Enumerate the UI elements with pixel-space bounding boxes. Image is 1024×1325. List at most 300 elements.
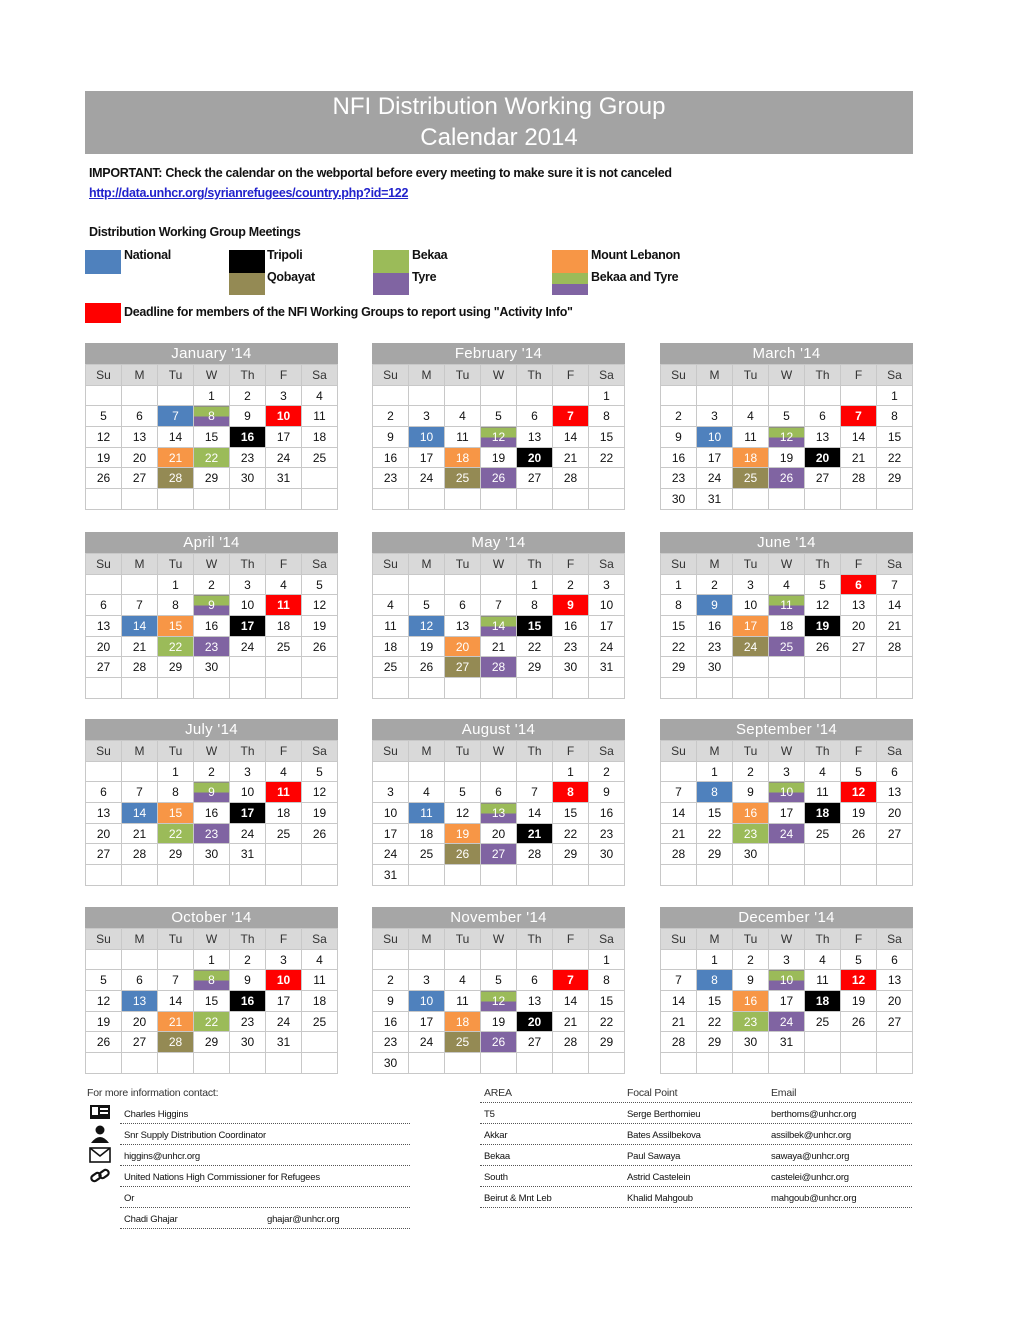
day-cell-bekaatyre: 8 [194,970,230,991]
day-cell [445,678,481,699]
weekday-header: Tu [733,741,769,762]
day-cell-tyre: 24 [769,823,805,844]
day-cell-bekaatyre: 10 [769,782,805,803]
day-cell [445,865,481,886]
weekday-header: M [122,365,158,386]
day-cell-tripoli: 18 [805,991,841,1012]
focal-email[interactable]: berthoms@unhcr.org [771,1109,857,1120]
day-cell: 11 [302,970,338,991]
day-cell: 4 [805,949,841,970]
day-cell: 3 [409,970,445,991]
day-cell: 3 [230,761,266,782]
day-cell [481,1053,517,1074]
day-cell-bekaatyre: 9 [194,782,230,803]
day-cell: 25 [805,823,841,844]
weekday-header: W [481,554,517,575]
day-cell: 1 [589,949,625,970]
day-cell: 23 [553,636,589,657]
day-cell-bekaatyre: 9 [194,595,230,616]
day-cell: 21 [841,447,877,468]
weekday-header: W [769,554,805,575]
day-cell-national: 12 [409,616,445,637]
weekday-header: Su [86,365,122,386]
day-cell-national: 11 [409,803,445,824]
day-cell: 31 [266,1032,302,1053]
day-cell: 28 [553,468,589,489]
day-cell [733,385,769,406]
day-cell-qobayat: 28 [158,468,194,489]
day-cell-bekaa: 22 [158,636,194,657]
title-line-1: NFI Distribution Working Group [332,93,666,120]
legend-swatch-deadline [85,303,121,323]
day-cell [122,865,158,886]
day-cell: 22 [877,447,913,468]
legend-swatch-mount-lebanon [552,250,588,273]
day-cell: 14 [158,991,194,1012]
weekday-header: M [697,365,733,386]
day-cell-bekaatyre: 11 [769,595,805,616]
day-cell: 22 [661,636,697,657]
weekday-header: Th [517,365,553,386]
day-cell [86,865,122,886]
weekday-header: Th [805,554,841,575]
day-cell: 29 [697,1032,733,1053]
weekday-header: Th [517,929,553,950]
divider [480,1165,912,1166]
divider [480,1144,912,1145]
day-cell-qobayat: 25 [445,468,481,489]
day-cell [769,865,805,886]
day-cell: 12 [445,803,481,824]
day-cell [733,865,769,886]
day-cell: 4 [302,385,338,406]
day-cell: 13 [517,427,553,448]
weekday-header: Su [661,554,697,575]
day-cell [733,657,769,678]
day-cell-deadline: 11 [266,595,302,616]
day-cell-qobayat: 25 [445,1032,481,1053]
day-cell: 28 [517,844,553,865]
day-cell: 5 [481,970,517,991]
day-cell [517,678,553,699]
day-cell [373,385,409,406]
day-cell: 28 [122,844,158,865]
day-cell: 4 [266,574,302,595]
day-cell: 5 [769,406,805,427]
day-cell [302,844,338,865]
day-cell: 5 [86,406,122,427]
day-cell [841,678,877,699]
divider [120,1186,410,1187]
link-icon [89,1167,111,1185]
divider [120,1207,410,1208]
day-cell [769,489,805,510]
day-cell: 28 [877,636,913,657]
day-cell: 17 [697,447,733,468]
day-cell: 9 [230,406,266,427]
day-cell [733,1053,769,1074]
day-cell: 3 [589,574,625,595]
day-cell: 5 [86,970,122,991]
weekday-header: F [266,554,302,575]
day-cell-deadline: 12 [841,970,877,991]
day-cell: 10 [373,803,409,824]
day-cell: 8 [589,406,625,427]
day-cell [122,1053,158,1074]
day-cell: 23 [661,468,697,489]
weekday-header: F [266,741,302,762]
divider [120,1123,410,1124]
day-cell-tripoli: 18 [805,803,841,824]
day-cell: 2 [553,574,589,595]
day-cell [302,468,338,489]
month-calendar [372,719,625,886]
day-cell: 18 [266,616,302,637]
day-cell [266,678,302,699]
day-cell: 20 [86,636,122,657]
day-cell: 19 [302,803,338,824]
day-cell [409,1053,445,1074]
focal-name: Khalid Mahgoub [627,1193,693,1204]
day-cell-tyre: 26 [769,468,805,489]
day-cell [769,657,805,678]
weekday-header: Th [230,554,266,575]
day-cell-bekaatyre: 12 [481,991,517,1012]
day-cell: 29 [517,657,553,678]
day-cell [481,678,517,699]
weekday-header: Sa [302,554,338,575]
day-cell: 16 [373,1011,409,1032]
day-cell [841,489,877,510]
day-cell-national: 8 [697,782,733,803]
day-cell-mountlebanon: 21 [158,1011,194,1032]
day-cell: 15 [661,616,697,637]
focal-email[interactable]: mahgoub@unhcr.org [771,1193,857,1204]
day-cell: 16 [697,616,733,637]
day-cell: 10 [230,782,266,803]
month-calendar [660,719,913,886]
day-cell-mountlebanon: 16 [733,803,769,824]
legend-label-deadline: Deadline for members of the NFI Working Groups to report using "Activity Info" [124,305,573,319]
day-cell: 19 [481,1011,517,1032]
day-cell [266,865,302,886]
day-cell: 12 [302,595,338,616]
day-cell: 9 [373,427,409,448]
day-cell: 25 [266,636,302,657]
focal-name: Paul Sawaya [627,1151,681,1162]
day-cell: 1 [877,385,913,406]
day-cell: 8 [158,595,194,616]
day-cell [373,949,409,970]
day-cell: 1 [697,949,733,970]
day-cell [481,489,517,510]
day-cell-deadline: 9 [553,595,589,616]
contact-email[interactable]: higgins@unhcr.org [124,1151,200,1162]
day-cell [302,678,338,699]
day-cell: 29 [158,844,194,865]
day-cell [553,489,589,510]
day-cell: 1 [158,761,194,782]
day-cell: 28 [553,1032,589,1053]
important-notice: IMPORTANT: Check the calendar on the webportal before every meeting to make sure it is not canceled [89,166,672,180]
weekday-header: Tu [158,365,194,386]
day-cell: 17 [589,616,625,637]
weekday-header: W [194,365,230,386]
day-cell [122,385,158,406]
alt-contact-email[interactable]: ghajar@unhcr.org [267,1214,340,1225]
day-cell [158,678,194,699]
day-cell: 17 [409,1011,445,1032]
day-cell [230,657,266,678]
day-cell: 27 [517,1032,553,1053]
focal-area: Beirut & Mnt Leb [484,1193,552,1204]
day-cell [409,574,445,595]
day-cell [661,385,697,406]
day-cell: 2 [733,949,769,970]
day-cell: 18 [302,991,338,1012]
day-cell: 27 [877,823,913,844]
day-cell-mountlebanon: 19 [445,823,481,844]
month-title: June '14 [660,532,913,553]
divider [480,1123,912,1124]
day-cell: 5 [841,949,877,970]
day-cell: 14 [841,427,877,448]
day-cell: 4 [445,406,481,427]
weekday-header: Su [661,365,697,386]
day-cell: 24 [230,823,266,844]
day-cell: 5 [841,761,877,782]
day-cell: 5 [805,574,841,595]
weekday-header: W [769,365,805,386]
day-cell: 4 [445,970,481,991]
day-cell: 7 [158,970,194,991]
day-cell-national: 13 [122,991,158,1012]
day-cell-tripoli: 16 [230,427,266,448]
day-cell: 16 [553,616,589,637]
day-cell: 13 [877,970,913,991]
weekday-header: W [769,929,805,950]
day-cell: 26 [302,823,338,844]
day-cell: 24 [589,636,625,657]
weekday-header: W [194,929,230,950]
day-cell [553,678,589,699]
weekday-header: F [266,365,302,386]
weekday-header: M [409,741,445,762]
day-cell: 11 [805,782,841,803]
weekday-header: Tu [733,554,769,575]
day-cell-qobayat: 27 [445,657,481,678]
weekday-header: Th [517,554,553,575]
day-cell: 20 [877,991,913,1012]
weekday-header: Sa [589,554,625,575]
day-cell [553,385,589,406]
weekday-header: Th [230,741,266,762]
day-cell: 19 [302,616,338,637]
day-cell-mountlebanon: 16 [733,991,769,1012]
day-cell [481,385,517,406]
day-cell: 2 [373,970,409,991]
title-line-2: Calendar 2014 [420,124,578,151]
day-cell-bekaatyre: 12 [481,427,517,448]
weekday-header: Tu [158,554,194,575]
focal-email[interactable]: sawaya@unhcr.org [771,1151,850,1162]
day-cell [769,844,805,865]
day-cell: 7 [122,595,158,616]
weekday-header: Tu [445,929,481,950]
contact-heading: For more information contact: [87,1087,219,1099]
day-cell-bekaa: 23 [733,1011,769,1032]
day-cell [805,385,841,406]
day-cell [805,844,841,865]
day-cell [445,489,481,510]
day-cell-tripoli: 20 [517,447,553,468]
day-cell [553,1053,589,1074]
day-cell-tyre: 24 [769,1011,805,1032]
day-cell [877,678,913,699]
weekday-header: F [841,741,877,762]
weekday-header: Th [805,365,841,386]
focal-email[interactable]: assilbek@unhcr.org [771,1130,851,1141]
weekday-header: W [194,741,230,762]
legend-swatch-tripoli [229,250,265,273]
day-cell: 23 [373,468,409,489]
focal-name: Astrid Castelein [627,1172,691,1183]
day-cell: 12 [86,991,122,1012]
day-cell: 3 [769,949,805,970]
day-cell: 3 [266,385,302,406]
day-cell: 2 [697,574,733,595]
day-cell-qobayat: 28 [158,1032,194,1053]
day-cell: 30 [589,844,625,865]
day-cell: 6 [877,949,913,970]
day-cell [302,657,338,678]
day-cell: 1 [194,385,230,406]
day-cell: 21 [122,636,158,657]
legend-label-tripoli: Tripoli [267,248,303,262]
day-cell: 18 [266,803,302,824]
day-cell: 8 [158,782,194,803]
webportal-link[interactable]: http://data.unhcr.org/syrianrefugees/country.php?id=122 [89,186,409,200]
day-cell [589,1053,625,1074]
day-cell [589,468,625,489]
day-cell [877,489,913,510]
day-cell: 1 [553,761,589,782]
day-cell-bekaatyre: 13 [481,803,517,824]
day-cell: 2 [194,574,230,595]
weekday-header: W [481,365,517,386]
day-cell-national: 10 [409,427,445,448]
day-cell: 28 [122,657,158,678]
focal-header-area: AREA [484,1087,512,1099]
day-cell: 1 [158,574,194,595]
day-cell: 4 [373,595,409,616]
day-cell [373,489,409,510]
day-cell: 23 [697,636,733,657]
day-cell: 17 [266,991,302,1012]
day-cell [661,761,697,782]
weekday-header: M [409,554,445,575]
day-cell: 30 [230,1032,266,1053]
weekday-header: Tu [445,365,481,386]
day-cell [769,385,805,406]
day-cell: 26 [805,636,841,657]
day-cell: 2 [194,761,230,782]
month-calendar [660,907,913,1074]
day-cell: 29 [589,1032,625,1053]
weekday-header: Tu [733,929,769,950]
day-cell [769,1053,805,1074]
weekday-header: Su [373,929,409,950]
day-cell-mountlebanon: 18 [733,447,769,468]
focal-email[interactable]: castelei@unhcr.org [771,1172,849,1183]
day-cell: 25 [266,823,302,844]
day-cell [230,865,266,886]
day-cell: 8 [517,595,553,616]
day-cell: 30 [194,657,230,678]
day-cell-tyre: 23 [194,636,230,657]
weekday-header: F [553,741,589,762]
focal-name: Bates Assilbekova [627,1130,701,1141]
day-cell: 19 [86,447,122,468]
day-cell [373,678,409,699]
month-title: April '14 [85,532,338,553]
weekday-header: F [553,554,589,575]
day-cell [445,1053,481,1074]
day-cell: 20 [122,447,158,468]
day-cell-bekaatyre: 14 [481,616,517,637]
day-cell [122,678,158,699]
day-cell-mountlebanon: 18 [445,1011,481,1032]
day-cell [445,761,481,782]
legend-swatch-tyre [373,273,409,295]
day-cell [589,489,625,510]
day-cell: 5 [481,406,517,427]
day-cell: 17 [266,427,302,448]
day-cell-mountlebanon: 15 [158,803,194,824]
day-cell [409,949,445,970]
weekday-header: Su [661,741,697,762]
day-cell: 17 [409,447,445,468]
weekday-header: Sa [302,929,338,950]
day-cell [445,949,481,970]
day-cell: 31 [589,657,625,678]
day-cell: 18 [302,427,338,448]
day-cell-deadline: 6 [841,574,877,595]
day-cell: 29 [553,844,589,865]
day-cell: 14 [877,595,913,616]
month-calendar [85,532,338,699]
day-cell: 6 [122,406,158,427]
day-cell: 6 [517,970,553,991]
day-cell: 29 [697,844,733,865]
day-cell-deadline: 10 [266,406,302,427]
day-cell-tripoli: 19 [805,616,841,637]
day-cell: 17 [769,991,805,1012]
day-cell: 10 [589,595,625,616]
day-cell [86,761,122,782]
day-cell: 30 [733,1032,769,1053]
day-cell [805,865,841,886]
day-cell [302,1053,338,1074]
legend-label-qobayat: Qobayat [267,270,315,284]
day-cell: 26 [302,636,338,657]
day-cell: 11 [445,427,481,448]
day-cell [877,844,913,865]
meetings-heading: Distribution Working Group Meetings [89,225,301,239]
weekday-header: Sa [589,929,625,950]
focal-header-name: Focal Point [627,1087,678,1099]
weekday-header: Sa [877,741,913,762]
